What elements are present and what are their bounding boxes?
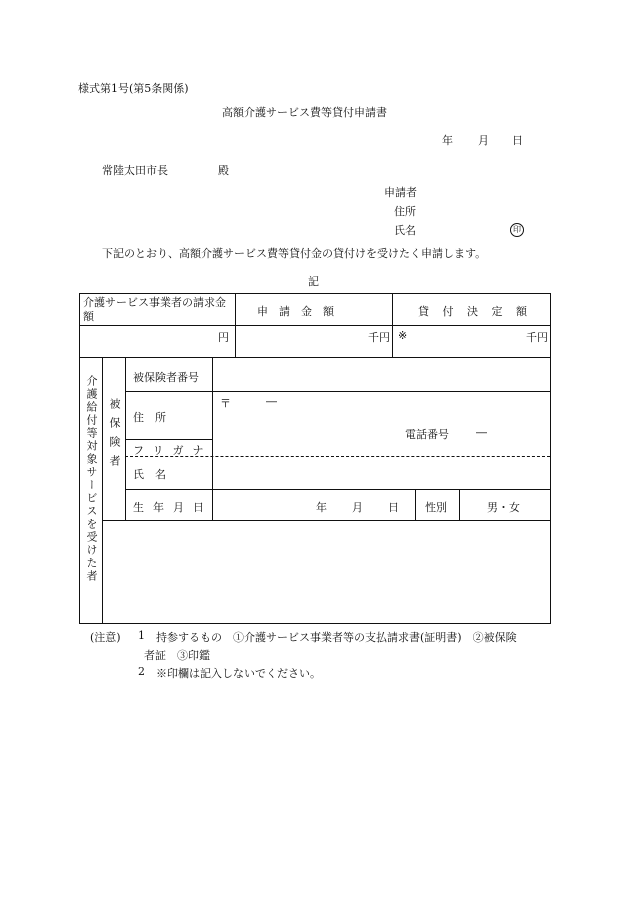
unit-senyen-decision: 千円 xyxy=(526,331,548,344)
insured-label: 被保険者 xyxy=(108,398,121,474)
unit-senyen: 千円 xyxy=(368,331,390,344)
note-2-number: 2 xyxy=(138,665,145,678)
name-label: 氏 名 xyxy=(133,468,166,481)
intro-text: 下記のとおり、高額介護サービス費等貸付金の貸付けを受けたく申請します。 xyxy=(102,247,487,260)
unit-yen: 円 xyxy=(218,331,229,344)
applicant-address-label: 住所 xyxy=(394,205,416,218)
service-recipient-label: 介護給付等対象サービスを受けた者 xyxy=(85,375,98,583)
seal-icon: 印 xyxy=(510,223,524,237)
addressee: 常陸太田市長 xyxy=(102,164,168,177)
office-use-mark: ※ xyxy=(398,329,408,342)
note-1-text: 持参するもの ①介護サービス事業者等の支払請求書(証明書) ②被保険 xyxy=(156,631,517,644)
business-claim-header: 介護サービス事業者の請求金額 xyxy=(83,296,226,323)
address-label: 住 所 xyxy=(133,411,166,424)
birth-day-label: 日 xyxy=(388,501,399,514)
document-title: 高額介護サービス費等貸付申請書 xyxy=(222,106,387,119)
loan-decision-header: 貸 付 決 定 額 xyxy=(418,305,532,318)
applicant-name-label: 氏名 xyxy=(394,224,416,237)
date-year-label: 年 xyxy=(442,134,453,147)
honorific: 殿 xyxy=(218,164,229,177)
note-2-text: ※印欄は記入しないでください。 xyxy=(156,667,321,680)
furigana-label: フリガナ xyxy=(133,444,213,457)
postal-dash: ― xyxy=(266,395,277,408)
note-1-number: 1 xyxy=(138,629,145,642)
date-month-label: 月 xyxy=(478,134,489,147)
note-1-continuation: 者証 ③印鑑 xyxy=(144,649,210,662)
sex-value: 男・女 xyxy=(487,501,520,514)
date-day-label: 日 xyxy=(512,134,523,147)
ki-label: 記 xyxy=(308,275,319,288)
form-number: 様式第1号(第5条関係) xyxy=(78,82,189,95)
insured-number-label: 被保険者番号 xyxy=(133,371,199,384)
postal-mark: 〒 xyxy=(220,397,231,410)
phone-label: 電話番号 xyxy=(405,428,449,441)
birth-month-label: 月 xyxy=(352,501,363,514)
sex-label: 性別 xyxy=(425,501,447,514)
birth-date-label: 生年月日 xyxy=(133,501,213,514)
application-amount-header: 申 請 金 額 xyxy=(257,305,334,318)
birth-year-label: 年 xyxy=(316,501,327,514)
applicant-label: 申請者 xyxy=(384,186,417,199)
notes-label: (注意) xyxy=(90,631,121,644)
phone-dash: ― xyxy=(476,426,487,439)
